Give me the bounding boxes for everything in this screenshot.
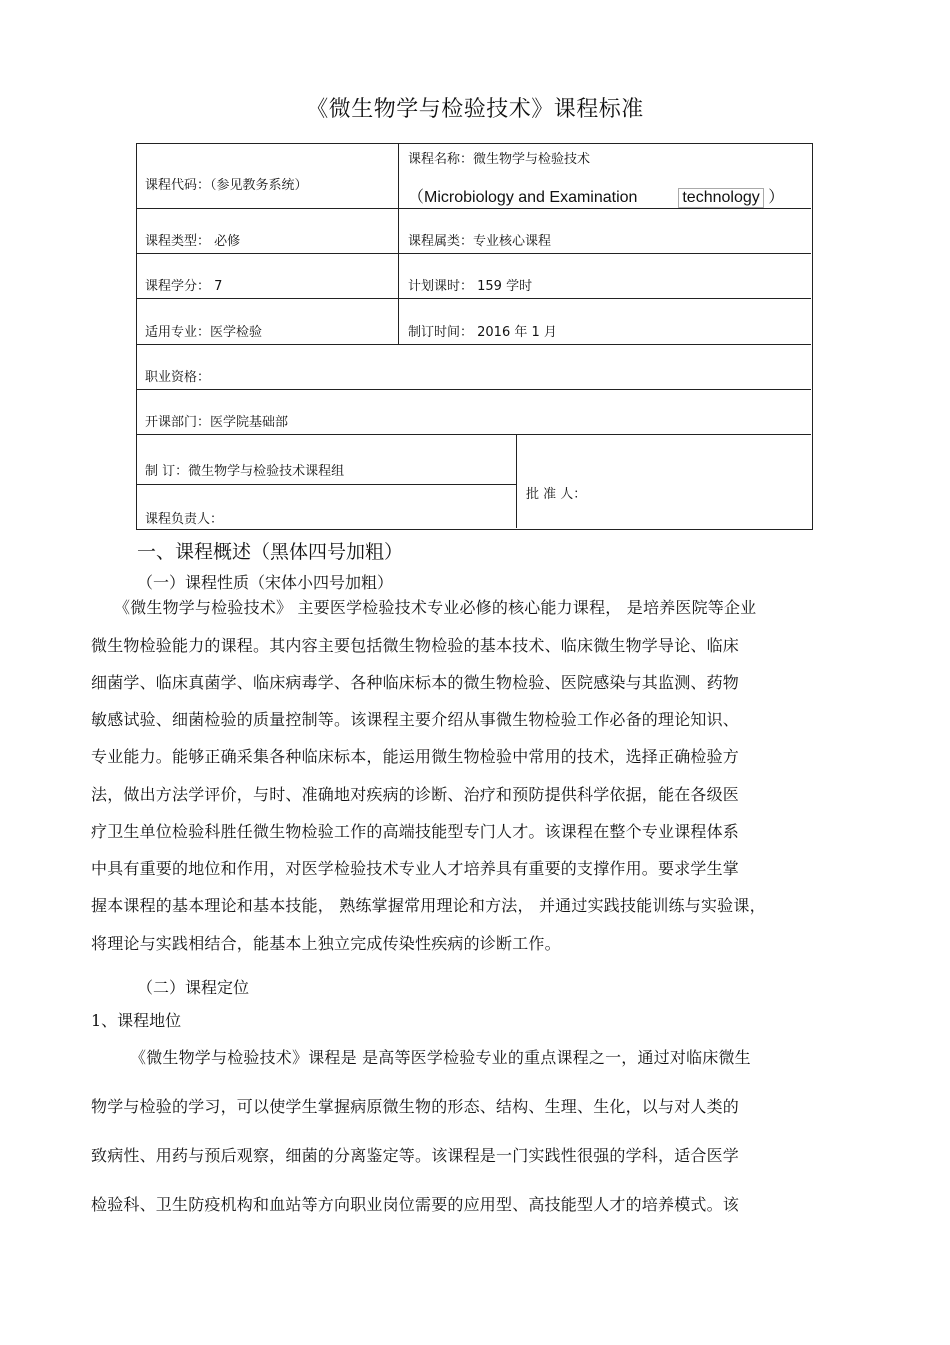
course-type: 课程类型： 必修 (145, 234, 241, 249)
subsection-heading: （一）课程性质（宋体小四号加粗） (137, 573, 394, 592)
paragraph-line: 中具有重要的地位和作用，对医学检验技术专业人才培养具有重要的支撑作用。要求学生掌 (91, 859, 740, 878)
table-divider (137, 389, 811, 390)
formulated-by: 制 订：微生物学与检验技术课程组 (145, 464, 345, 479)
offering-department: 开课部门：医学院基础部 (145, 415, 289, 430)
course-name: 课程名称：微生物学与检验技术 (408, 152, 591, 167)
paragraph-line: 敏感试验、细菌检验的质量控制等。该课程主要介绍从事微生物检验工作必备的理论知识、 (91, 710, 740, 729)
course-name-en-close: ） (768, 189, 785, 206)
page-title: 《微生物学与检验技术》课程标准 (306, 97, 644, 122)
paragraph-line: 微生物检验能力的课程。其内容主要包括微生物检验的基本技术、临床微生物学导论、临床 (91, 636, 740, 655)
table-divider (137, 298, 811, 299)
table-divider (137, 344, 811, 345)
course-name-en-main: （Microbiology and Examination (408, 189, 638, 206)
vocational-qualification: 职业资格： (145, 370, 211, 385)
paragraph-line: 《微生物学与检验技术》课程是 是高等医学检验专业的重点课程之一，通过对临床微生 (130, 1048, 751, 1067)
paragraph-line: 致病性、用药与预后观察，细菌的分离鉴定等。该课程是一门实践性很强的学科，适合医学 (91, 1146, 740, 1165)
item-heading: 1、课程地位 (91, 1011, 182, 1030)
table-divider (137, 253, 811, 254)
paragraph-line: 将理论与实践相结合，能基本上独立完成传染性疾病的诊断工作。 (91, 934, 561, 953)
section-heading: 一、课程概述（黑体四号加粗） (137, 541, 404, 563)
revised-time: 制订时间： 2016 年 1 月 (408, 325, 557, 340)
course-responsible: 课程负责人： (145, 512, 224, 527)
table-divider (137, 484, 517, 485)
course-info-table (136, 143, 813, 530)
applicable-major: 适用专业：医学检验 (145, 325, 263, 340)
paragraph-line: 物学与检验的学习，可以使学生掌握病原微生物的形态、结构、生理、生化，以与对人类的 (91, 1097, 740, 1116)
course-name-en-tech: technology (678, 188, 763, 208)
planned-hours: 计划课时： 159 学时 (408, 279, 533, 294)
paragraph-line: 专业能力。能够正确采集各种临床标本，能运用微生物检验中常用的技术，选择正确检验方 (91, 747, 740, 766)
table-divider (137, 208, 811, 209)
paragraph-line: 《微生物学与检验技术》 主要医学检验技术专业必修的核心能力课程， 是培养医院等企业 (114, 598, 757, 617)
table-divider (137, 434, 811, 435)
table-divider (516, 434, 517, 528)
paragraph-line: 握本课程的基本理论和基本技能， 熟练掌握常用理论和方法， 并通过实践技能训练与实验课， (91, 896, 766, 915)
course-credits: 课程学分： 7 (145, 279, 223, 294)
paragraph-line: 疗卫生单位检验科胜任微生物检验工作的高端技能型专门人才。该课程在整个专业课程体系 (91, 822, 740, 841)
course-category: 课程属类：专业核心课程 (408, 234, 552, 249)
paragraph-line: 法，做出方法学评价，与时、准确地对疾病的诊断、治疗和预防提供科学依据，能在各级医 (91, 785, 740, 804)
table-divider (398, 144, 399, 344)
subsection-heading: （二）课程定位 (137, 978, 250, 997)
course-name-english (408, 184, 784, 208)
course-code: 课程代码：（参见教务系统） (145, 178, 308, 193)
paragraph-line: 检验科、卫生防疫机构和血站等方向职业岗位需要的应用型、高技能型人才的培养模式。该 (91, 1195, 740, 1214)
paragraph-line: 细菌学、临床真菌学、临床病毒学、各种临床标本的微生物检验、医院感染与其监测、药物 (91, 673, 740, 692)
approver: 批 准 人： (526, 487, 587, 502)
